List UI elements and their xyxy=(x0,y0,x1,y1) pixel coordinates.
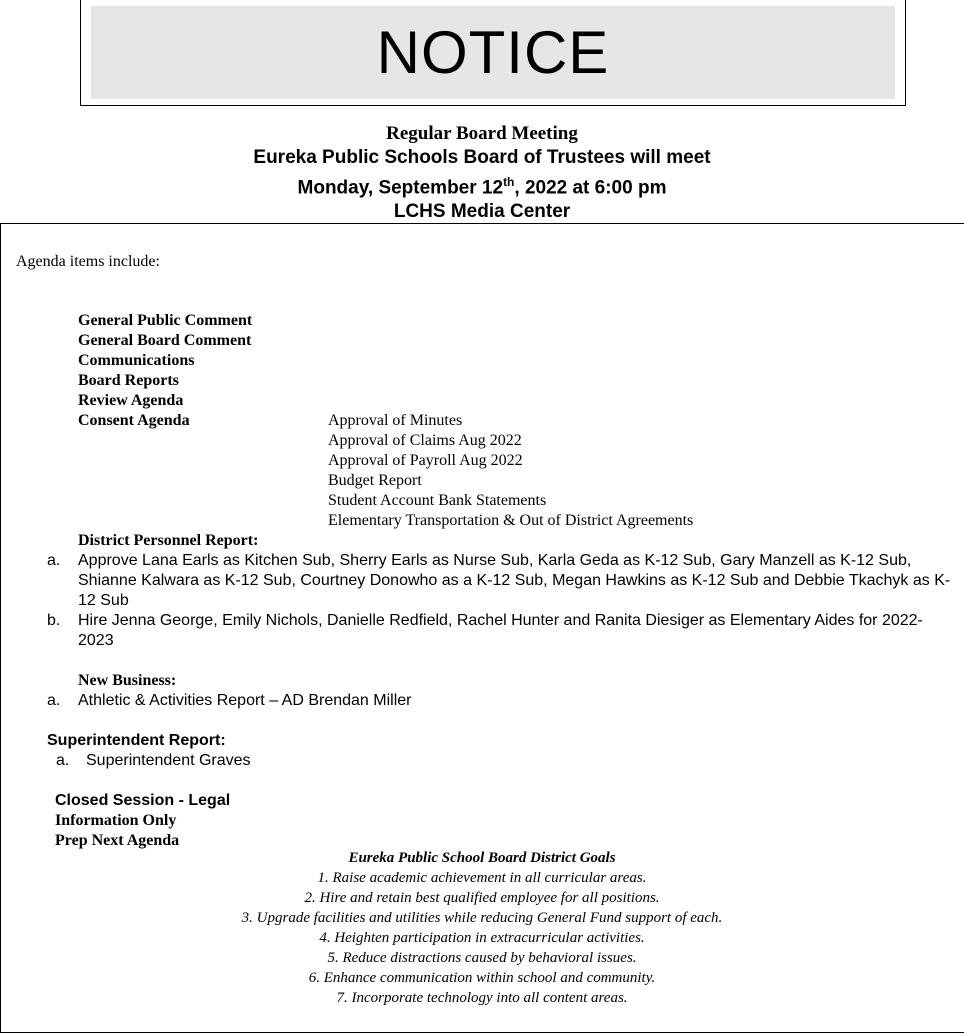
goal-item: 4. Heighten participation in extracurricular activities. xyxy=(319,930,645,946)
goal-item: 6. Enhance communication within school and community. xyxy=(308,970,656,986)
new-business-a-marker: a. xyxy=(47,692,61,709)
consent-item: Elementary Transportation & Out of District Agreements xyxy=(328,512,694,529)
goal-item: 1. Raise academic achievement in all curricular areas. xyxy=(317,870,647,886)
organization-line: Eureka Public Schools Board of Trustees will meet xyxy=(253,147,711,168)
consent-item: Budget Report xyxy=(328,472,422,489)
notice-banner-fill xyxy=(91,6,895,99)
notice-banner xyxy=(80,0,906,106)
goal-item: 3. Upgrade facilities and utilities while reducing General Fund support of each. xyxy=(241,910,723,926)
consent-item: Student Account Bank Statements xyxy=(328,492,547,509)
consent-item: Approval of Minutes xyxy=(328,412,463,429)
superintendent-heading: Superintendent Report: xyxy=(47,732,226,749)
goal-item: 2. Hire and retain best qualified employee for all positions. xyxy=(304,890,660,906)
meeting-header xyxy=(0,122,964,224)
new-business-a-text: Athletic & Activities Report – AD Brendan Miller xyxy=(78,692,412,709)
meeting-location: LCHS Media Center xyxy=(393,201,571,223)
consent-agenda-items xyxy=(328,411,693,531)
agenda-item: Consent Agenda xyxy=(78,412,190,429)
agenda-item: Communications xyxy=(78,352,195,369)
consent-item: Approval of Claims Aug 2022 xyxy=(328,432,522,449)
new-business-heading: New Business: xyxy=(78,672,177,689)
personnel-b-text: Hire Jenna George, Emily Nichols, Danielle Redfield, Rachel Hunter and Ranita Diesiger as Elementary Aides for 2022-2023 xyxy=(78,612,923,649)
agenda-items xyxy=(78,311,252,431)
personnel-heading: District Personnel Report: xyxy=(78,532,259,549)
agenda-intro: Agenda items include: xyxy=(16,253,160,270)
consent-item: Approval of Payroll Aug 2022 xyxy=(328,452,523,469)
meeting-date-ordinal: th xyxy=(503,175,515,189)
prep-next-agenda: Prep Next Agenda xyxy=(55,832,180,849)
meeting-date-prefix: Monday, September 12 xyxy=(297,177,504,199)
meeting-type: Regular Board Meeting xyxy=(386,123,578,144)
superintendent-a-marker: a. xyxy=(56,752,70,769)
meeting-date xyxy=(0,170,964,200)
agenda-item: Review Agenda xyxy=(78,392,184,409)
district-goals xyxy=(0,848,964,1008)
notice-title: NOTICE xyxy=(376,19,610,86)
goal-item: 5. Reduce distractions caused by behavioral issues. xyxy=(327,950,637,966)
goals-title: Eureka Public School Board District Goals xyxy=(348,850,616,866)
meeting-date-suffix: , 2022 at 6:00 pm xyxy=(514,177,667,199)
agenda-item: General Board Comment xyxy=(78,332,252,349)
personnel-b-marker: b. xyxy=(47,612,61,629)
agenda-item: Board Reports xyxy=(78,372,179,389)
personnel-a-text: Approve Lana Earls as Kitchen Sub, Sherry Earls as Nurse Sub, Karla Geda as K-12 Sub, Gary Manzell as K-12 Sub, Shianne Kalwara as K-12 Sub, Courtney Donowho as a K-12 Sub, Megan Hawkins as K-12 Sub and Debbie Tkachyk as K-12 Sub xyxy=(78,552,951,609)
closed-session: Closed Session - Legal xyxy=(55,792,231,809)
information-only: Information Only xyxy=(55,812,177,829)
agenda-item: General Public Comment xyxy=(78,312,253,329)
personnel-a-marker: a. xyxy=(47,552,61,569)
goal-item: 7. Incorporate technology into all content areas. xyxy=(336,990,628,1006)
superintendent-a-text: Superintendent Graves xyxy=(86,752,251,769)
